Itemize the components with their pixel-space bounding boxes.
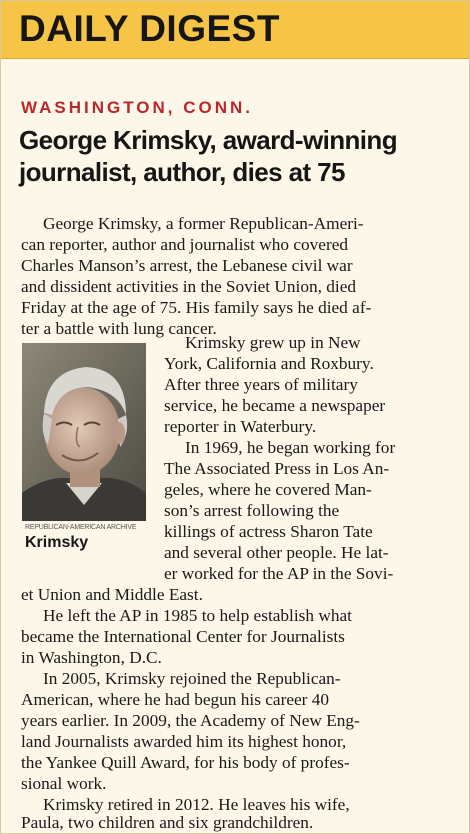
body-line: Charles Manson’s arrest, the Lebanese civil war	[21, 256, 353, 275]
headline-line: George Krimsky, award-winning	[19, 125, 397, 155]
section-title: DAILY DIGEST	[19, 8, 280, 49]
body-line: Krimsky retired in 2012. He leaves his wife,	[43, 795, 350, 814]
body-line: et Union and Middle East.	[21, 585, 203, 604]
body-line: The Associated Press in Los An-	[164, 459, 390, 478]
portrait-photo	[22, 343, 146, 521]
body-line: can reporter, author and journalist who covered	[21, 235, 349, 254]
body-line: American, where he had begun his career 40	[21, 690, 330, 709]
dateline: WASHINGTON, CONN.	[21, 98, 254, 117]
body-line: In 2005, Krimsky rejoined the Republican-	[43, 669, 341, 688]
body-line: service, he became a newspaper	[164, 396, 386, 415]
body-line: killings of actress Sharon Tate	[164, 522, 373, 541]
body-line: and several other people. He lat-	[164, 543, 389, 562]
photo-caption: Krimsky	[25, 534, 89, 551]
photo-credit: REPUBLICAN-AMERICAN ARCHIVE	[25, 524, 137, 531]
headline	[19, 124, 459, 188]
body-line: geles, where he covered Man-	[164, 480, 372, 499]
body-line: Paula, two children and six grandchildren.	[21, 813, 314, 832]
body-line: Friday at the age of 75. His family says he died af-	[21, 298, 372, 317]
portrait-image	[22, 343, 146, 521]
body-line: in Washington, D.C.	[21, 648, 162, 667]
body-line: years earlier. In 2009, the Academy of New Eng-	[21, 711, 360, 730]
body-line: Krimsky grew up in New	[185, 333, 361, 352]
body-line: land Journalists awarded him its highest honor,	[21, 732, 347, 751]
body-line: ter a battle with lung cancer.	[21, 319, 217, 338]
body-line: son’s arrest following the	[164, 501, 340, 520]
body-line: York, California and Roxbury.	[164, 354, 374, 373]
body-line: He left the AP in 1985 to help establish what	[43, 606, 352, 625]
body-line: In 1969, he began working for	[185, 438, 396, 457]
body-line: George Krimsky, a former Republican-Ameri-	[43, 214, 364, 233]
body-line: became the International Center for Journalists	[21, 627, 345, 646]
body-line: After three years of military	[164, 375, 358, 394]
body-line: and dissident activities in the Soviet Union, died	[21, 277, 357, 296]
body-line: the Yankee Quill Award, for his body of profes-	[21, 753, 350, 772]
section-banner	[1, 1, 469, 59]
body-line: sional work.	[21, 774, 107, 793]
body-line: reporter in Waterbury.	[164, 417, 317, 436]
body-line: er worked for the AP in the Sovi-	[164, 564, 394, 583]
headline-line: journalist, author, dies at 75	[19, 157, 345, 187]
